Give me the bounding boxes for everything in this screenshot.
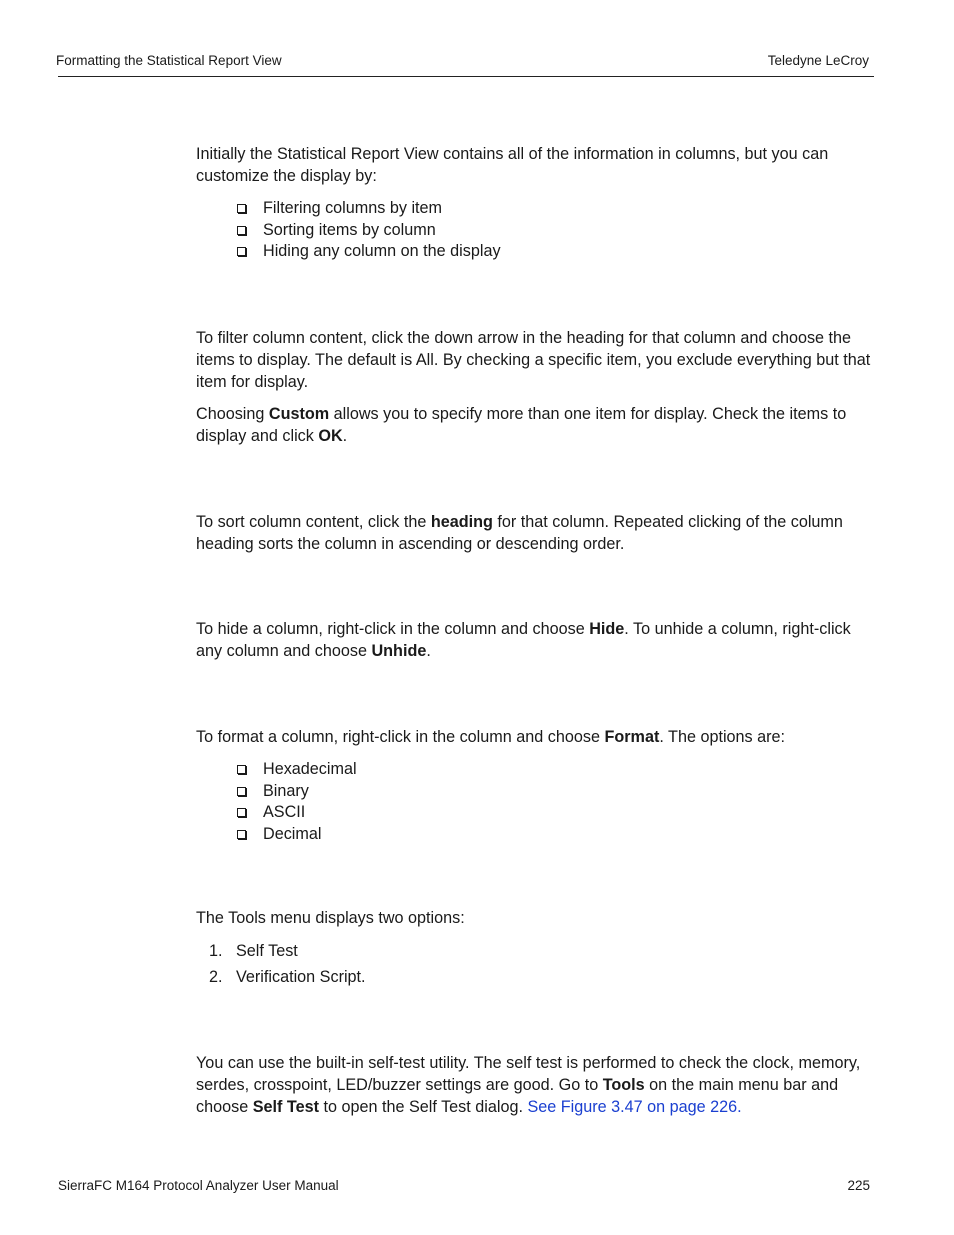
checkbox-bullet-icon xyxy=(237,787,246,796)
list-item: Hiding any column on the display xyxy=(237,241,501,263)
page-number: 225 xyxy=(847,1178,870,1193)
list-item: Filtering columns by item xyxy=(237,198,501,220)
list-item: Sorting items by column xyxy=(237,220,501,242)
checkbox-bullet-icon xyxy=(237,226,246,235)
intro-paragraph: Initially the Statistical Report View contains all of the information in columns, but you can customize the display by: xyxy=(196,145,829,185)
checkbox-bullet-icon xyxy=(237,765,246,774)
tools-paragraph: The Tools menu displays two options: xyxy=(196,909,465,927)
hide-paragraph: To hide a column, right-click in the column and choose Hide. To unhide a column, right-click any column and choose Unhide. xyxy=(196,620,851,660)
sort-paragraph: To sort column content, click the heading for that column. Repeated clicking of the column heading sorts the column in ascending or descending order. xyxy=(196,513,843,553)
format-paragraph: To format a column, right-click in the column and choose Format. The options are: xyxy=(196,728,786,746)
list-item: 1. Self Test xyxy=(209,942,298,960)
list-item: ASCII xyxy=(237,802,357,824)
checkbox-bullet-icon xyxy=(237,808,246,817)
format-options-list xyxy=(237,759,357,845)
self-test-paragraph: You can use the built-in self-test utility. The self test is performed to check the clock, memory, serdes, crosspoint, LED/buzzer settings are good. Go to Tools on the main menu bar and choose Self Test to open the Self Test dialog. See Figure 3.47 on page 226. xyxy=(196,1054,861,1116)
list-item: 2. Verification Script. xyxy=(209,968,366,986)
running-header-company: Teledyne LeCroy xyxy=(767,53,869,68)
header-rule xyxy=(58,76,874,77)
customize-list xyxy=(237,198,501,263)
tools-options-list xyxy=(196,938,366,990)
footer-manual-title: SierraFC M164 Protocol Analyzer User Manual xyxy=(58,1178,339,1193)
list-item: Binary xyxy=(237,781,357,803)
checkbox-bullet-icon xyxy=(237,247,246,256)
filter-paragraph: To filter column content, click the down arrow in the heading for that column and choose the items to display. The default is All. By checking a specific item, you exclude everything but that item for display. xyxy=(196,329,871,391)
figure-cross-reference-link[interactable]: See Figure 3.47 on page 226. xyxy=(527,1098,742,1116)
custom-paragraph: Choosing Custom allows you to specify more than one item for display. Check the items to display and click OK. xyxy=(196,405,847,445)
list-item: Decimal xyxy=(237,824,357,846)
running-header-title: Formatting the Statistical Report View xyxy=(56,53,282,68)
checkbox-bullet-icon xyxy=(237,830,246,839)
list-item: Hexadecimal xyxy=(237,759,357,781)
checkbox-bullet-icon xyxy=(237,204,246,213)
